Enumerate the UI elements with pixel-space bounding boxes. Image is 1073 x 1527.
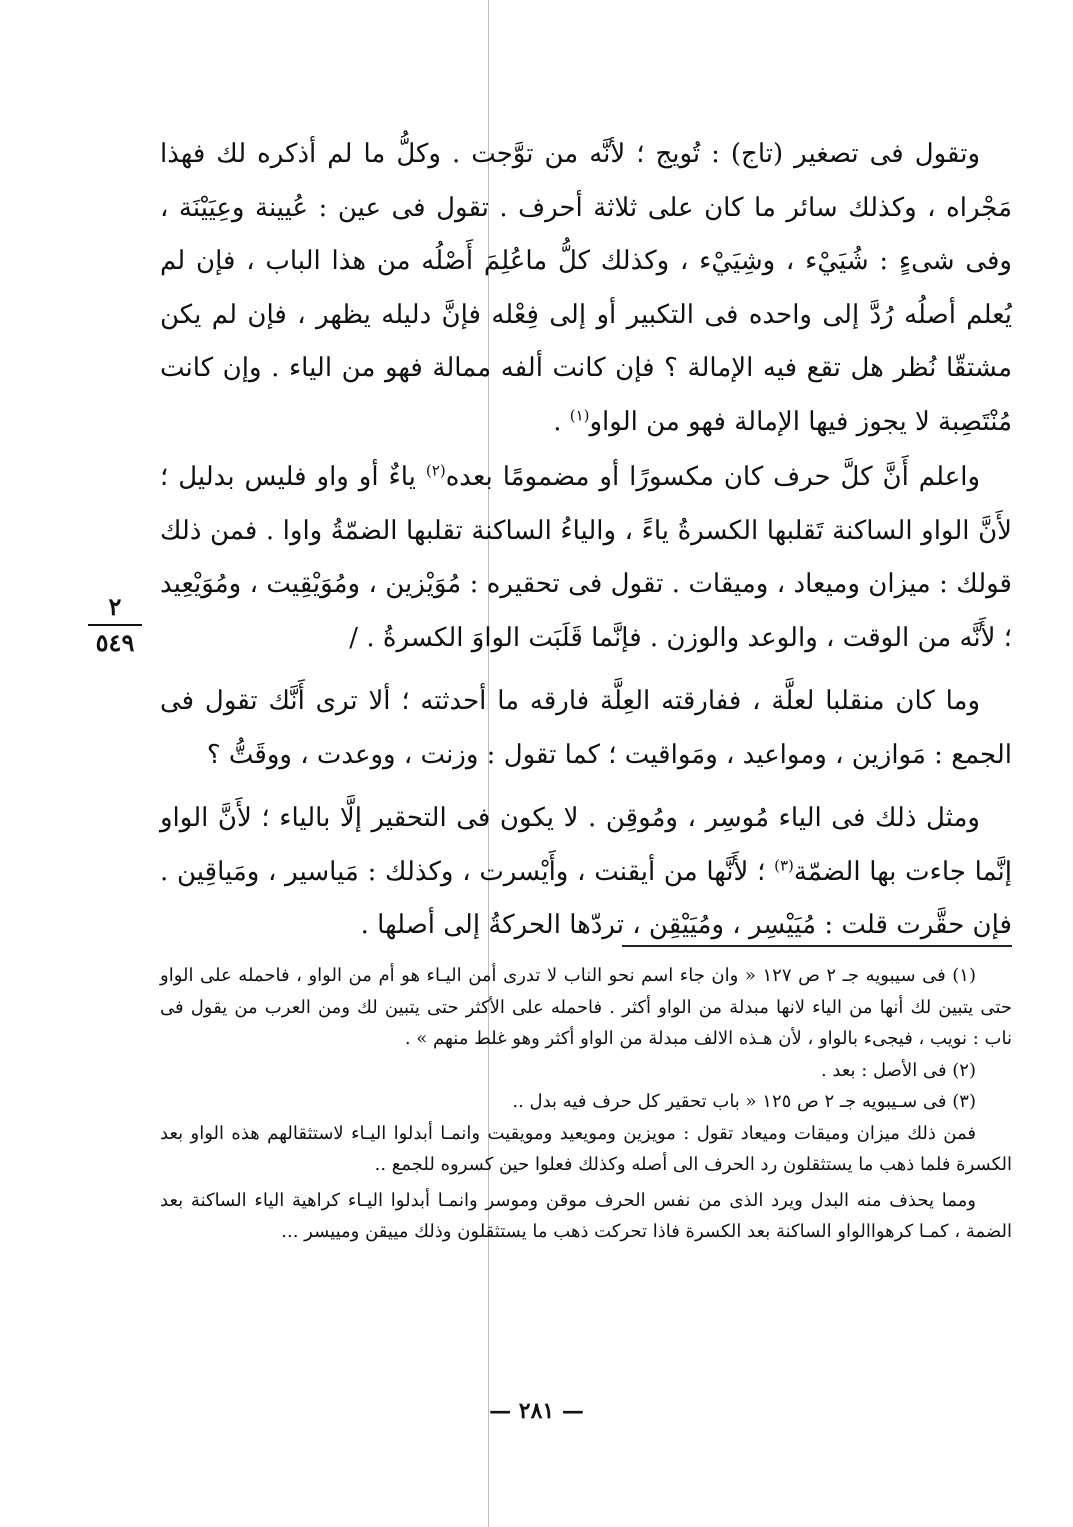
paragraph-1: وتقول فى تصغير (تاج) : تُويج ؛ لأنَّه من توَّجت . وكلُّ ما لم أذكره لك فهذا مَجْراه ، وكذلك سائر ما كان على ثلاثة أحرف . تقول فى عين : عُيينة وعِيَيْنَة ، وفى شىءٍ : شُيَيْء ، وشِيَيْء ، وكذلك كلُّ ماعُلِمَ أَصْلُه من هذا الباب ، فإن لم يُعلم أصلُه رُدَّ إلى واحده فى التكبير أو إلى فِعْله فإنَّ دليله يظهر ، فإن لم يكن مشتقّا نُظر هل تقع فيه الإمالة ؟ فإن كانت ألفه ممالة فهو من الياء . وإن كانت مُنْتَصِبة لا يجوز فيها الإمالة فهو من الواو$^{(١)}$ . — [160, 139, 1012, 437]
footnotes — [160, 960, 1012, 1248]
footnote-2: (٢) فى الأصل : بعد . — [820, 1059, 976, 1081]
footnote-3: (٣) فى سـيبويه جـ ٢ ص ١٢٥ « باب تحقير كل حرف فيه بدل .. — [512, 1091, 976, 1112]
margin-ref-volume: ٢ — [108, 592, 122, 621]
main-text — [160, 128, 1012, 953]
margin-ref-page: ٥٤٩ — [95, 628, 135, 657]
margin-page-reference — [80, 592, 150, 658]
footnote-ref-1: (١) — [569, 405, 590, 424]
paragraph-4: ومثل ذلك فى الياء مُوسِر ، ومُوقِن . لا يكون فى التحقير إلَّا بالياء ؛ لأَنَّ الواو إنَّما جاءت بها الضمّة$^{(٣)}$ ؛ لأَنَّها من أيقنت ، وأَيْسرت ، وكذلك : مَياسير ، ومَياقِين . فإن حقَّرت قلت : مُيَيْسِر ، ومُيَيْقِن ، تردّها الحركةُ إلى أصلها . — [160, 803, 1012, 940]
page-number: — ٢٨١ — — [489, 1398, 584, 1424]
footnote-ref-2: (٢) — [425, 461, 446, 480]
footnote-1: (١) فى سيبويه جـ ٢ ص ١٢٧ « وان جاء اسم نحو الناب لا تدرى أمن اليـاء هو أم من الواو ، فاحمله على الواو حتى يتبين لك أنها من الياء لانها مبدلة من الواو أكثر . فاحمله على الأكثر حتى يتبين لك ومن العرب من يقول فى ناب : نويب ، فيجىء بالواو ، لأن هـذه الالف مبدلة من الواو أكثر وهو غلط منهم » . — [160, 965, 1012, 1049]
footnote-ref-3: (٣) — [774, 855, 794, 874]
footnote-3-continuation-1: فمن ذلك ميزان وميقات وميعاد تقول : مويزين ومويعيد ومويقيت وانمـا أبدلوا اليـاء لاستثقالهم هذه الواو بعد الكسرة فلما ذهب ما يستثقلون رد الحرف الى أصله وكذلك فعلوا حين كسروه للجمع .. — [160, 1122, 1012, 1175]
footnote-3-continuation-2: ومما يحذف منه البدل ويرد الذى من نفس الحرف موقن وموسر وانمـا أبدلوا اليـاء كراهية الياء الساكنة بعد الضمة ، كمـا كرهواالواو الساكنة بعد الكسرة فاذا تحركت ذهب ما يستثقلون وذلك مييقن ومييسر ... — [160, 1189, 1012, 1242]
paragraph-2: واعلم أَنَّ كلَّ حرف كان مكسورًا أو مضمومًا بعده$^{(٢)}$ ياءٌ أو واو فليس بدليل ؛ لأَنَّ الواو الساكنة تَقلبها الكسرةُ ياءً ، والياءُ الساكنة تقلبها الضمّةُ واوا . فمن ذلك قولك : ميزان وميعاد ، وميقات . تقول فى تحقيره : مُوَيْزين ، ومُوَيْقِيت ، ومُوَيْعِيد ؛ لأَنَّه من الوقت ، والوعد والوزن . فإنَّما قَلَبَت الواوَ الكسرةُ . / — [160, 461, 1012, 653]
footnote-divider — [622, 945, 1012, 947]
paragraph-3: وما كان منقلبا لعلَّة ، ففارقته العِلَّة فارقه ما أحدثته ؛ ألا ترى أَنَّك تقول فى الجمع : مَوازين ، ومواعيد ، ومَواقيت ؛ كما تقول : وزنت ، ووعدت ، ووقَتُّ ؟ — [160, 686, 1012, 770]
margin-ref-rule — [88, 624, 142, 626]
